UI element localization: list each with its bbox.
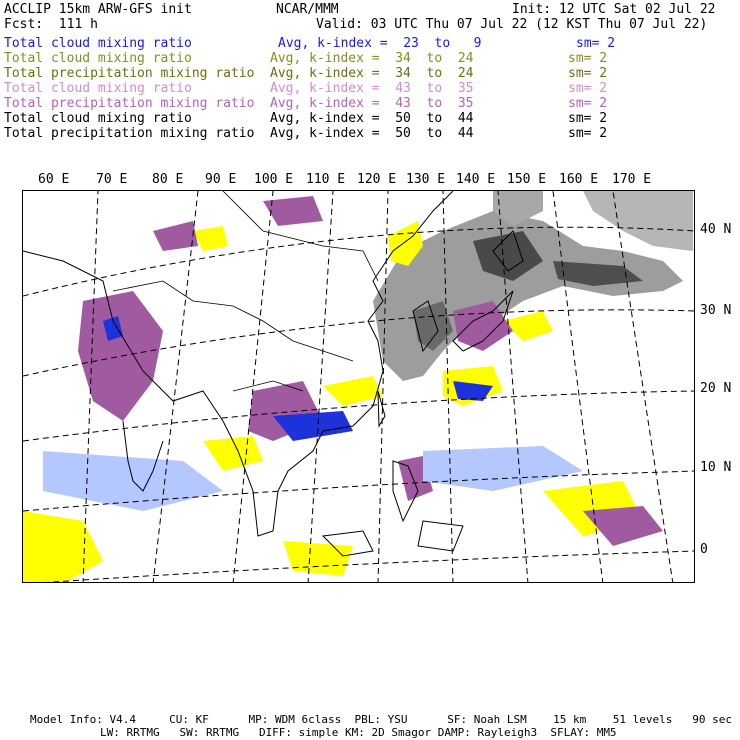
field-smoothing: sm= 2	[568, 51, 608, 66]
field-name: Total cloud mixing ratio	[4, 36, 192, 51]
latitude-label: 40 N	[700, 222, 732, 237]
field-smoothing: sm= 2	[568, 96, 608, 111]
field-avg: Avg, k-index = 43 to 35	[270, 81, 474, 96]
field-smoothing: sm= 2	[568, 81, 608, 96]
latitude-label: 10 N	[700, 460, 732, 475]
forecast-hour: Fcst: 111 h	[4, 17, 98, 32]
title-left: ACCLIP 15km ARW-GFS init	[4, 2, 192, 17]
longitude-label: 120 E	[357, 172, 397, 187]
field-name: Total cloud mixing ratio	[4, 81, 192, 96]
field-name: Total precipitation mixing ratio	[4, 96, 255, 111]
field-name: Total cloud mixing ratio	[4, 111, 192, 126]
longitude-label: 160 E	[559, 172, 599, 187]
field-avg: Avg, k-index = 34 to 24	[270, 66, 474, 81]
field-smoothing: sm= 2	[568, 126, 608, 141]
longitude-label: 80 E	[152, 172, 184, 187]
latitude-label: 30 N	[700, 303, 732, 318]
field-smoothing: sm= 2	[576, 36, 616, 51]
field-avg: Avg, k-index = 43 to 35	[270, 96, 474, 111]
gray-cloud-field	[373, 191, 693, 381]
field-avg: Avg, k-index = 23 to 9	[278, 36, 482, 51]
longitude-label: 60 E	[38, 172, 70, 187]
field-smoothing: sm= 2	[568, 66, 608, 81]
longitude-label: 170 E	[612, 172, 652, 187]
valid-time: Valid: 03 UTC Thu 07 Jul 22 (12 KST Thu 07 Jul 22)	[316, 17, 708, 32]
longitude-label: 100 E	[254, 172, 294, 187]
longitude-label: 140 E	[456, 172, 496, 187]
longitude-label: 90 E	[205, 172, 237, 187]
field-name: Total cloud mixing ratio	[4, 51, 192, 66]
map-canvas	[23, 191, 695, 583]
field-smoothing: sm= 2	[568, 111, 608, 126]
longitude-label: 150 E	[507, 172, 547, 187]
map-panel	[22, 190, 695, 583]
init-time: Init: 12 UTC Sat 02 Jul 22	[512, 2, 716, 17]
longitude-label: 70 E	[96, 172, 128, 187]
longitude-label: 110 E	[306, 172, 346, 187]
field-name: Total precipitation mixing ratio	[4, 126, 255, 141]
latitude-label: 20 N	[700, 381, 732, 396]
field-avg: Avg, k-index = 34 to 24	[270, 51, 474, 66]
field-avg: Avg, k-index = 50 to 44	[270, 111, 474, 126]
longitude-label: 130 E	[406, 172, 446, 187]
latitude-label: 0	[700, 542, 708, 557]
field-name: Total precipitation mixing ratio	[4, 66, 255, 81]
field-avg: Avg, k-index = 50 to 44	[270, 126, 474, 141]
title-center: NCAR/MMM	[276, 2, 339, 17]
model-info-line1: Model Info: V4.4 CU: KF MP: WDM 6class PBL: YSU SF: Noah LSM 15 km 51 levels 90 sec	[30, 713, 732, 726]
model-info-line2: LW: RRTMG SW: RRTMG DIFF: simple KM: 2D Smagor DAMP: Rayleigh3 SFLAY: MM5	[100, 726, 617, 739]
